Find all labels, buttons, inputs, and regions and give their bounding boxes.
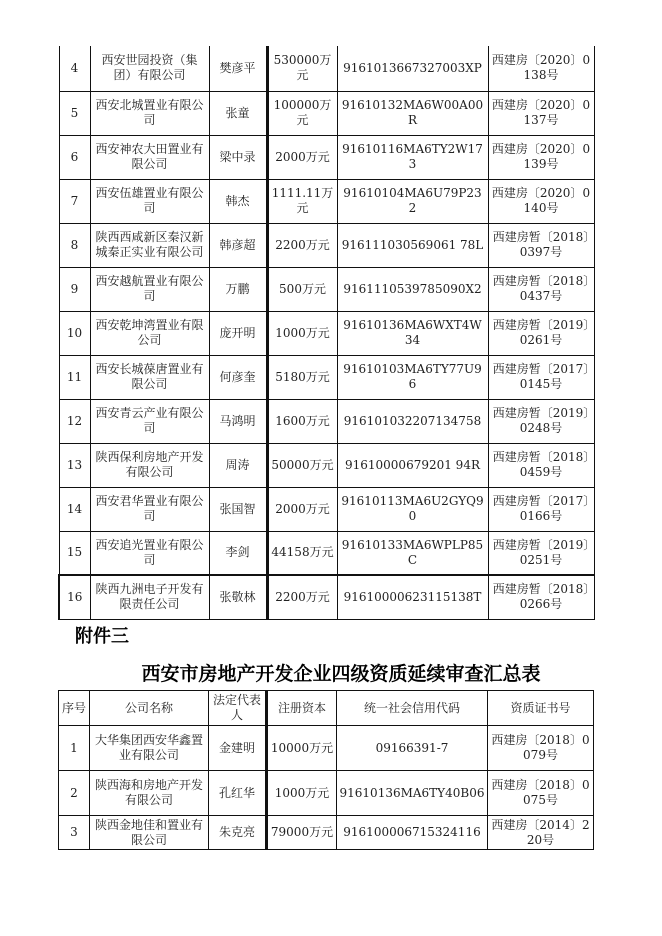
certificate-number: 西建房〔2020〕0140号	[488, 179, 594, 223]
certificate-number: 西建房〔2020〕0139号	[488, 135, 594, 179]
registered-capital: 2000万元	[267, 135, 337, 179]
company-name: 西安越航置业有限公司	[90, 267, 209, 311]
row-number: 6	[59, 135, 90, 179]
table-row	[59, 91, 594, 135]
row-number: 15	[59, 531, 90, 575]
legal-representative: 金建明	[209, 726, 267, 771]
credit-code: 91610132MA6W00A00R	[337, 91, 488, 135]
certificate-number: 西建房〔2014〕220号	[488, 816, 594, 850]
row-number: 16	[59, 575, 90, 619]
registered-capital: 2200万元	[267, 223, 337, 267]
company-name: 西安追光置业有限公司	[90, 531, 209, 575]
table-row	[59, 816, 594, 850]
certificate-number: 西建房暂〔2018〕0397号	[488, 223, 594, 267]
registered-capital: 530000万元	[267, 46, 337, 91]
credit-code: 916100006715324116	[337, 816, 488, 850]
registered-capital: 1111.11万元	[267, 179, 337, 223]
table-row	[59, 267, 594, 311]
legal-representative: 马鸿明	[209, 399, 267, 443]
table-row	[59, 179, 594, 223]
legal-representative: 张敬林	[209, 575, 267, 619]
company-name: 西安长城葆唐置业有限公司	[90, 355, 209, 399]
page-title: 西安市房地产开发企业四级资质延续审查汇总表	[141, 663, 541, 685]
company-name: 陕西西咸新区秦汉新城秦正实业有限公司	[90, 223, 209, 267]
credit-code: 9161013667327003XP	[337, 46, 488, 91]
registered-capital: 5180万元	[267, 355, 337, 399]
table-row	[59, 223, 594, 267]
company-name: 西安青云产业有限公司	[90, 399, 209, 443]
credit-code: 91610104MA6U79P232	[337, 179, 488, 223]
company-name: 西安伍雄置业有限公司	[90, 179, 209, 223]
credit-code: 91610136MA6TY40B06	[337, 771, 488, 816]
company-name: 陕西九洲电子开发有限责任公司	[90, 575, 209, 619]
registered-capital: 500万元	[267, 267, 337, 311]
company-name: 西安神农大田置业有限公司	[90, 135, 209, 179]
registered-capital: 2200万元	[267, 575, 337, 619]
row-number: 5	[59, 91, 90, 135]
row-number: 11	[59, 355, 90, 399]
table-header-row	[59, 691, 594, 726]
certificate-number: 西建房暂〔2017〕0166号	[488, 487, 594, 531]
continued-company-table	[58, 46, 595, 620]
credit-code: 91610136MA6WXT4W34	[337, 311, 488, 355]
registered-capital: 1600万元	[267, 399, 337, 443]
registered-capital: 79000万元	[267, 816, 337, 850]
company-name: 陕西海和房地产开发有限公司	[90, 771, 209, 816]
registered-capital: 1000万元	[267, 771, 337, 816]
legal-representative: 何彦奎	[209, 355, 267, 399]
table-row	[59, 487, 594, 531]
table-row	[59, 531, 594, 575]
header-company-name: 公司名称	[90, 691, 209, 726]
company-name: 陕西保利房地产开发有限公司	[90, 443, 209, 487]
certificate-number: 西建房〔2018〕0079号	[488, 726, 594, 771]
legal-representative: 庞开明	[209, 311, 267, 355]
registered-capital: 100000万元	[267, 91, 337, 135]
legal-representative: 朱克亮	[209, 816, 267, 850]
row-number: 4	[59, 46, 90, 91]
row-number: 2	[59, 771, 90, 816]
renewal-summary-table	[58, 690, 594, 850]
legal-representative: 李剑	[209, 531, 267, 575]
header-registered-capital: 注册资本	[267, 691, 337, 726]
table-row	[59, 399, 594, 443]
header-number: 序号	[59, 691, 90, 726]
legal-representative: 孔红华	[209, 771, 267, 816]
table-row	[59, 443, 594, 487]
credit-code: 09166391-7	[337, 726, 488, 771]
credit-code: 91610133MA6WPLP85C	[337, 531, 488, 575]
table-row	[59, 575, 594, 619]
table-row	[59, 355, 594, 399]
credit-code: 91610113MA6U2GYQ90	[337, 487, 488, 531]
legal-representative: 张童	[209, 91, 267, 135]
legal-representative: 梁中录	[209, 135, 267, 179]
registered-capital: 1000万元	[267, 311, 337, 355]
credit-code: 91610103MA6TY77U96	[337, 355, 488, 399]
certificate-number: 西建房暂〔2019〕0248号	[488, 399, 594, 443]
row-number: 8	[59, 223, 90, 267]
row-number: 12	[59, 399, 90, 443]
legal-representative: 樊彦平	[209, 46, 267, 91]
header-legal-representative: 法定代表人	[209, 691, 267, 726]
legal-representative: 周涛	[209, 443, 267, 487]
credit-code: 91610116MA6TY2W173	[337, 135, 488, 179]
credit-code: 9161110539785090X2	[337, 267, 488, 311]
certificate-number: 西建房暂〔2017〕0145号	[488, 355, 594, 399]
company-name: 西安北城置业有限公司	[90, 91, 209, 135]
credit-code: 91610000679201 94R	[337, 443, 488, 487]
row-number: 13	[59, 443, 90, 487]
header-certificate-number: 资质证书号	[488, 691, 594, 726]
certificate-number: 西建房〔2020〕0138号	[488, 46, 594, 91]
registered-capital: 50000万元	[267, 443, 337, 487]
table-row	[59, 311, 594, 355]
legal-representative: 韩彦超	[209, 223, 267, 267]
certificate-number: 西建房〔2018〕0075号	[488, 771, 594, 816]
certificate-number: 西建房暂〔2019〕0261号	[488, 311, 594, 355]
row-number: 14	[59, 487, 90, 531]
row-number: 10	[59, 311, 90, 355]
table-row	[59, 46, 594, 91]
credit-code: 916111030569061 78L	[337, 223, 488, 267]
header-credit-code: 统一社会信用代码	[337, 691, 488, 726]
registered-capital: 44158万元	[267, 531, 337, 575]
company-name: 西安世园投资（集团）有限公司	[90, 46, 209, 91]
company-name: 西安君华置业有限公司	[90, 487, 209, 531]
row-number: 3	[59, 816, 90, 850]
legal-representative: 张国智	[209, 487, 267, 531]
certificate-number: 西建房暂〔2018〕0459号	[488, 443, 594, 487]
credit-code: 916101032207134758	[337, 399, 488, 443]
registered-capital: 10000万元	[267, 726, 337, 771]
company-name: 陕西金地佳和置业有限公司	[90, 816, 209, 850]
company-name: 西安乾坤湾置业有限公司	[90, 311, 209, 355]
legal-representative: 韩杰	[209, 179, 267, 223]
certificate-number: 西建房暂〔2018〕0266号	[488, 575, 594, 619]
table-row	[59, 771, 594, 816]
legal-representative: 万鹏	[209, 267, 267, 311]
credit-code: 91610000623115138T	[337, 575, 488, 619]
row-number: 7	[59, 179, 90, 223]
certificate-number: 西建房暂〔2019〕0251号	[488, 531, 594, 575]
attachment-label: 附件三	[75, 626, 129, 647]
table-row	[59, 726, 594, 771]
registered-capital: 2000万元	[267, 487, 337, 531]
certificate-number: 西建房〔2020〕0137号	[488, 91, 594, 135]
table-row	[59, 135, 594, 179]
certificate-number: 西建房暂〔2018〕0437号	[488, 267, 594, 311]
row-number: 1	[59, 726, 90, 771]
row-number: 9	[59, 267, 90, 311]
company-name: 大华集团西安华鑫置业有限公司	[90, 726, 209, 771]
